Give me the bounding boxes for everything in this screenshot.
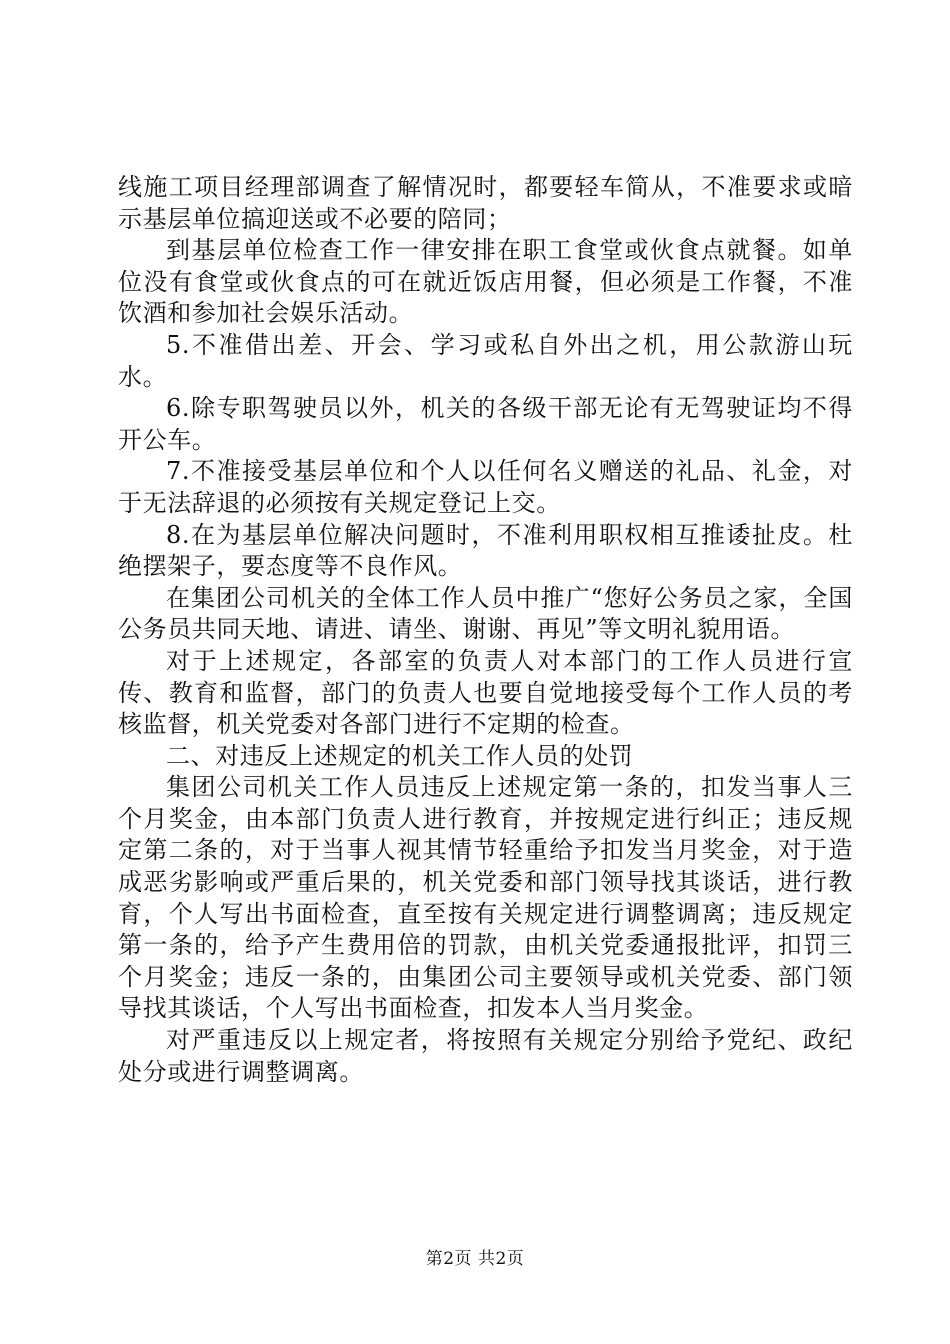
paragraph-continuation: 线施工项目经理部调查了解情况时，都要轻车简从，不准要求或暗示基层单位搞迎送或不必要的陪同；: [118, 173, 853, 233]
page-footer: [0, 1244, 950, 1269]
paragraph-penalty-details: 集团公司机关工作人员违反上述规定第一条的，扣发当事人三个月奖金，由本部门负责人进行教育，并按规定进行纠正；违反规定第二条的，对于当事人视其情节轻重给予扣发当月奖金，对于造成恶劣影响或严重后果的，机关党委和部门领导找其谈话，进行教育，个人写出书面检查，直至按有关规定进行调整调离；违反规定第一条的，给予产生费用倍的罚款，由机关党委通报批评，扣罚三个月奖金；违反一条的，由集团公司主要领导或机关党委、部门领导找其谈话，个人写出书面检查，扣发本人当月奖金。: [118, 773, 853, 1023]
paragraph-courtesy-phrases: 在集团公司机关的全体工作人员中推广“您好公务员之家，全国公务员共同天地、请进、请坐、谢谢、再见”等文明礼貌用语。: [118, 583, 853, 644]
paragraph-supervision: 对于上述规定，各部室的负责人对本部门的工作人员进行宣传、教育和监督，部门的负责人也要自觉地接受每个工作人员的考核监督，机关党委对各部门进行不定期的检查。: [118, 646, 853, 739]
paragraph-serious-violations: 对严重违反以上规定者，将按照有关规定分别给予党纪、政纪处分或进行调整调离。: [118, 1026, 853, 1086]
document-body: [118, 172, 853, 1088]
paragraph-rule-6: 6.除专职驾驶员以外，机关的各级干部无论有无驾驶证均不得开公车。: [118, 394, 853, 454]
section-heading-penalties: 二、对违反上述规定的机关工作人员的处罚: [166, 741, 634, 770]
paragraph-rule-5: 5.不准借出差、开会、学习或私自外出之机，用公款游山玩水。: [118, 330, 853, 391]
paragraph-meals: 到基层单位检查工作一律安排在职工食堂或伙食点就餐。如单位没有食堂或伙食点的可在就近饭店用餐，但必须是工作餐，不准饮酒和参加社会娱乐活动。: [118, 236, 853, 328]
page-number: 第2页 共2页: [425, 1249, 525, 1269]
paragraph-rule-8: 8.在为基层单位解决问题时，不准利用职权相互推诿扯皮。杜绝摆架子，要态度等不良作风。: [118, 520, 853, 581]
paragraph-rule-7: 7.不准接受基层单位和个人以任何名义赠送的礼品、礼金，对于无法辞退的必须按有关规定登记上交。: [118, 457, 853, 517]
